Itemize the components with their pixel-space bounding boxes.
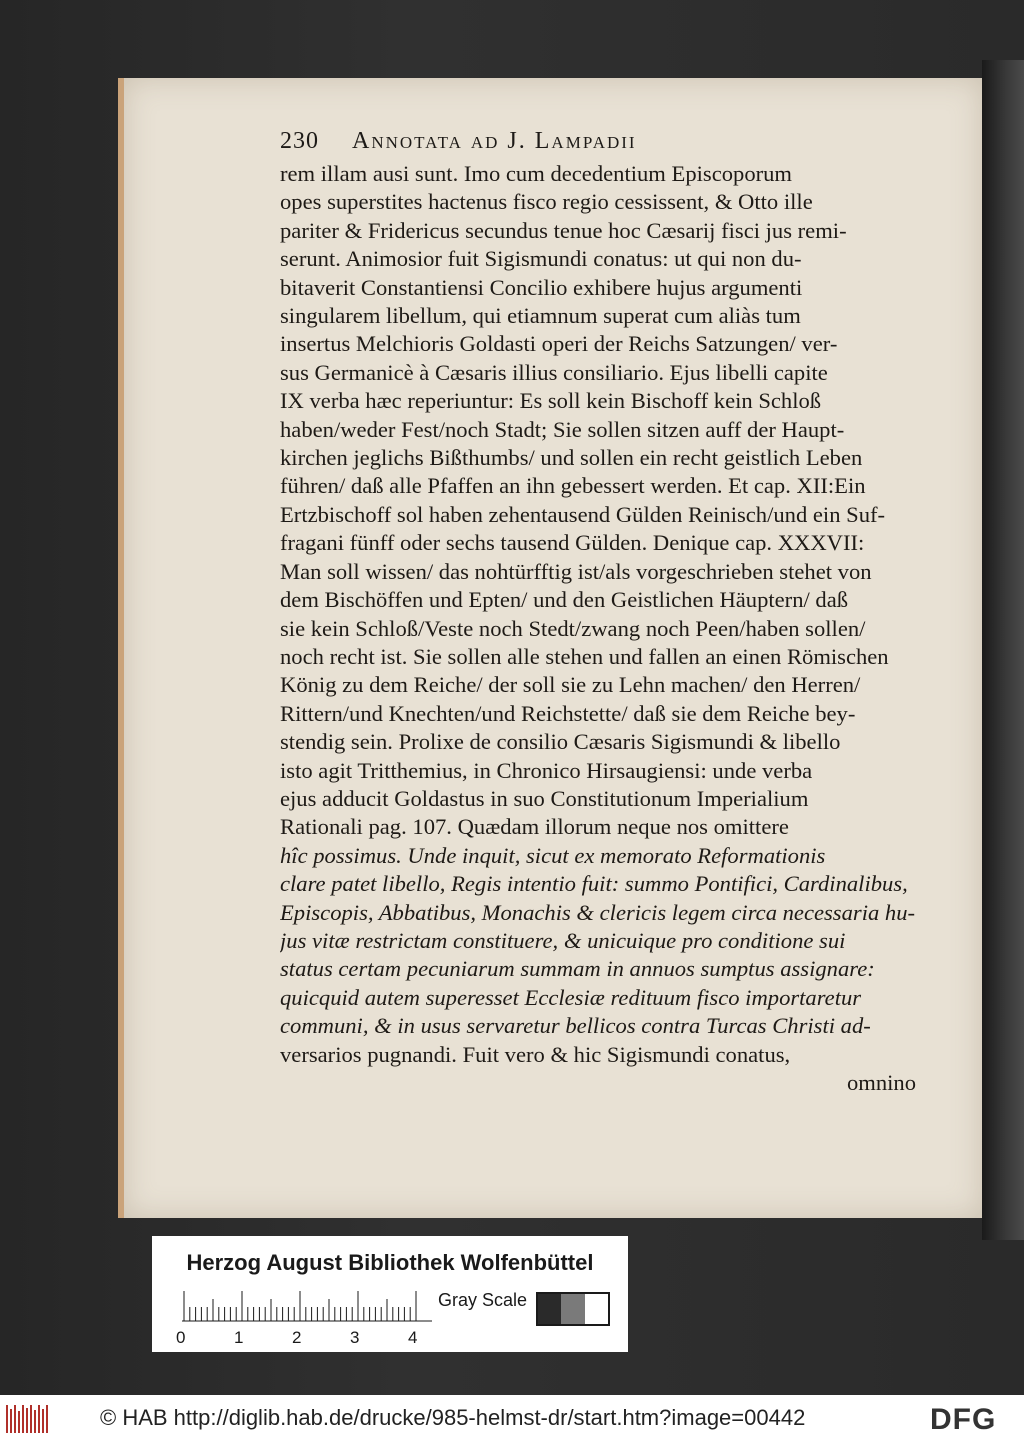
text-line: stendig sein. Prolixe de consilio Cæsaris Sigismundi & libello bbox=[280, 729, 841, 755]
gray-scale-swatches bbox=[536, 1292, 610, 1326]
text-line-italic: Episcopis, Abbatibus, Monachis & clericis legem circa necessaria hu- bbox=[280, 899, 916, 925]
text-line: dem Bischöffen und Epten/ und den Geistlichen Häuptern/ daß bbox=[280, 587, 849, 613]
text-line: sus Germanicè à Cæsaris illius consiliario. Ejus libelli capite bbox=[280, 359, 828, 385]
text-line: serunt. Animosior fuit Sigismundi conatus: ut qui non du- bbox=[280, 246, 802, 272]
text-line: König zu dem Reiche/ der soll sie zu Lehn machen/ den Herren/ bbox=[280, 672, 861, 698]
dfg-logo: DFG bbox=[930, 1403, 997, 1436]
gray-scale-label: Gray Scale bbox=[438, 1290, 528, 1310]
hab-barcode-logo-icon bbox=[6, 1405, 48, 1433]
gray-swatch-light bbox=[585, 1294, 608, 1324]
text-line: pariter & Fridericus secundus tenue hoc Cæsarij fisci jus remi- bbox=[280, 217, 847, 243]
ruler-number: 1 bbox=[234, 1328, 244, 1347]
catchword: omnino bbox=[846, 1070, 916, 1095]
text-line: singularem libellum, qui etiamnum superat cum aliàs tum bbox=[280, 303, 801, 329]
text-line: Rittern/und Knechten/und Reichstette/ daß sie dem Reiche bey- bbox=[280, 700, 856, 726]
adjacent-page-edge bbox=[982, 60, 1024, 1240]
text-line: Ertzbischoff sol haben zehentausend Gülden Reinisch/und ein Suf- bbox=[280, 501, 886, 527]
text-line: opes superstites hactenus fisco regio cessissent, & Otto ille bbox=[280, 189, 813, 215]
ruler-number: 4 bbox=[408, 1328, 418, 1347]
text-line-italic: jus vitæ restrictam constituere, & unicuique pro conditione sui bbox=[280, 927, 846, 953]
library-name: Herzog August Bibliothek Wolfenbüttel bbox=[186, 1250, 594, 1275]
text-line-italic: communi, & in usus servaretur bellicos contra Turcas Christi ad- bbox=[280, 1013, 871, 1039]
text-line: Rationali pag. 107. Quædam illorum neque nos omittere bbox=[280, 814, 789, 840]
running-title: Annotata ad J. Lampadii bbox=[352, 128, 637, 154]
text-line: Man soll wissen/ das nohtürfftig ist/als vorgeschrieben stehet von bbox=[280, 558, 872, 584]
text-line-italic: status certam pecuniarum summam in annuos sumptus assignare: bbox=[280, 956, 875, 982]
text-line: sie kein Schloß/Veste noch Stedt/zwang noch Peen/haben sollen/ bbox=[280, 615, 866, 641]
ruler-number: 2 bbox=[292, 1328, 302, 1347]
text-line: versarios pugnandi. Fuit vero & hic Sigismundi conatus, bbox=[280, 1041, 791, 1067]
ruler-labels bbox=[176, 1328, 476, 1348]
copyright-url[interactable]: © HAB http://diglib.hab.de/drucke/985-helmst-dr/start.htm?image=00442 bbox=[100, 1405, 806, 1430]
text-line: führen/ daß alle Pfaffen an ihn gebessert werden. Et cap. XII:Ein bbox=[280, 473, 866, 499]
text-line: isto agit Tritthemius, in Chronico Hirsaugiensi: unde verba bbox=[280, 757, 813, 783]
text-line: rem illam ausi sunt. Imo cum decedentium Episcoporum bbox=[280, 161, 793, 186]
text-line: IX verba hæc reperiuntur: Es soll kein Bischoff kein Schloß bbox=[280, 388, 822, 414]
text-line: fragani fünff oder sechs tausend Gülden. Denique cap. XXXVII: bbox=[280, 530, 865, 556]
text-line: insertus Melchioris Goldasti operi der Reichs Satzungen/ ver- bbox=[280, 331, 838, 357]
ruler-number: 3 bbox=[350, 1328, 360, 1347]
page-body-text bbox=[280, 160, 916, 1097]
measurement-ruler bbox=[182, 1288, 432, 1322]
text-line: noch recht ist. Sie sollen alle stehen und fallen an einen Römischen bbox=[280, 643, 889, 669]
text-line: ejus adducit Goldastus in suo Constitutionum Imperialium bbox=[280, 785, 809, 811]
text-line-italic: quicquid autem superesset Ecclesiæ redituum fisco importaretur bbox=[280, 984, 862, 1010]
ruler-number: 0 bbox=[176, 1328, 186, 1347]
text-line: haben/weder Fest/noch Stadt; Sie sollen sitzen auff der Haupt- bbox=[280, 416, 845, 442]
gray-swatch-mid bbox=[561, 1294, 584, 1324]
text-line: kirchen jeglichs Bißthumbs/ und sollen ein recht geistlich Leben bbox=[280, 445, 863, 471]
page-number: 230 bbox=[280, 128, 319, 154]
library-color-card bbox=[152, 1236, 628, 1352]
running-header bbox=[280, 128, 920, 155]
footer-bar bbox=[0, 1395, 1024, 1444]
gray-swatch-dark bbox=[538, 1294, 561, 1324]
text-line-italic: hîc possimus. Unde inquit, sicut ex memorato Reformationis bbox=[280, 842, 826, 868]
text-line-italic: clare patet libello, Regis intentio fuit: summo Pontifici, Cardinalibus, bbox=[280, 871, 908, 897]
text-line: bitaverit Constantiensi Concilio exhibere hujus argumenti bbox=[280, 274, 803, 300]
